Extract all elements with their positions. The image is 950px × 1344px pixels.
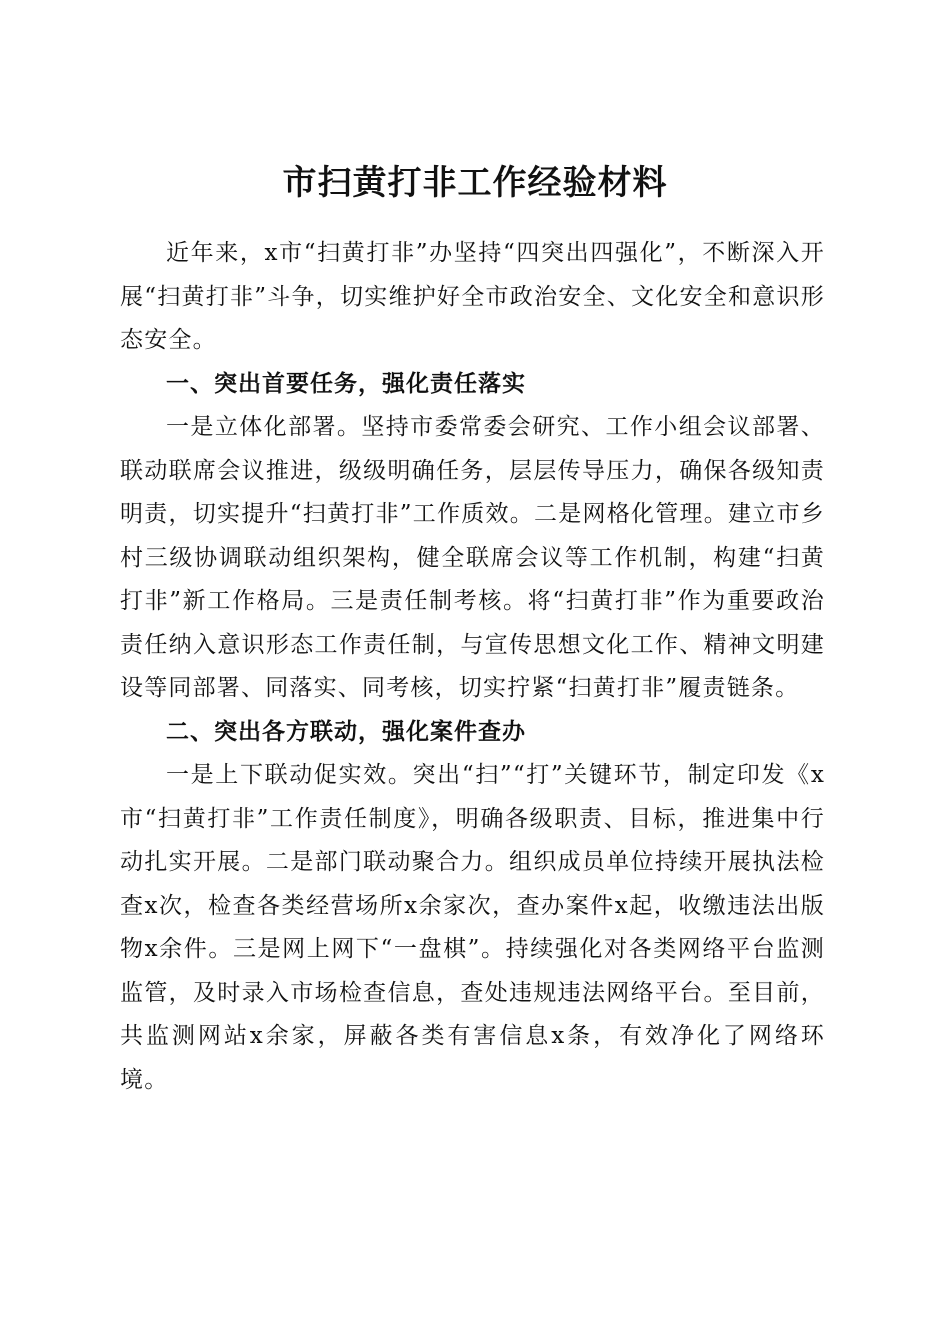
document-body	[120, 232, 825, 1102]
section-1-paragraph: 一是立体化部署。坚持市委常委会研究、工作小组会议部署、联动联席会议推进，级级明确任务，层层传导压力，确保各级知责明责，切实提升“扫黄打非”工作质效。二是网格化管理。建立市乡村三级协调联动组织架构，健全联席会议等工作机制，构建“扫黄打非”新工作格局。三是责任制考核。将“扫黄打非”作为重要政治责任纳入意识形态工作责任制，与宣传思想文化工作、精神文明建设等同部署、同落实、同考核，切实拧紧“扫黄打非”履责链条。	[120, 414, 825, 701]
section-2-heading: 二、突出各方联动，强化案件查办	[166, 718, 526, 745]
document-title: 市扫黄打非工作经验材料	[282, 162, 668, 203]
section-2-paragraph: 一是上下联动促实效。突出“扫”“打”关键环节，制定印发《x市“扫黄打非”工作责任制度》，明确各级职责、目标，推进集中行动扎实开展。二是部门联动聚合力。组织成员单位持续开展执法检查x次，检查各类经营场所x余家次，查办案件x起，收缴违法出版物x余件。三是网上网下“一盘棋”。持续强化对各类网络平台监测监管，及时录入市场检查信息，查处违规违法网络平台。至目前，共监测网站x余家，屏蔽各类有害信息x条，有效净化了网络环境。	[120, 762, 825, 1093]
intro-paragraph: 近年来，x市“扫黄打非”办坚持“四突出四强化”，不断深入开展“扫黄打非”斗争，切实维护好全市政治安全、文化安全和意识形态安全。	[120, 240, 825, 353]
section-1-heading: 一、突出首要任务，强化责任落实	[166, 370, 526, 397]
